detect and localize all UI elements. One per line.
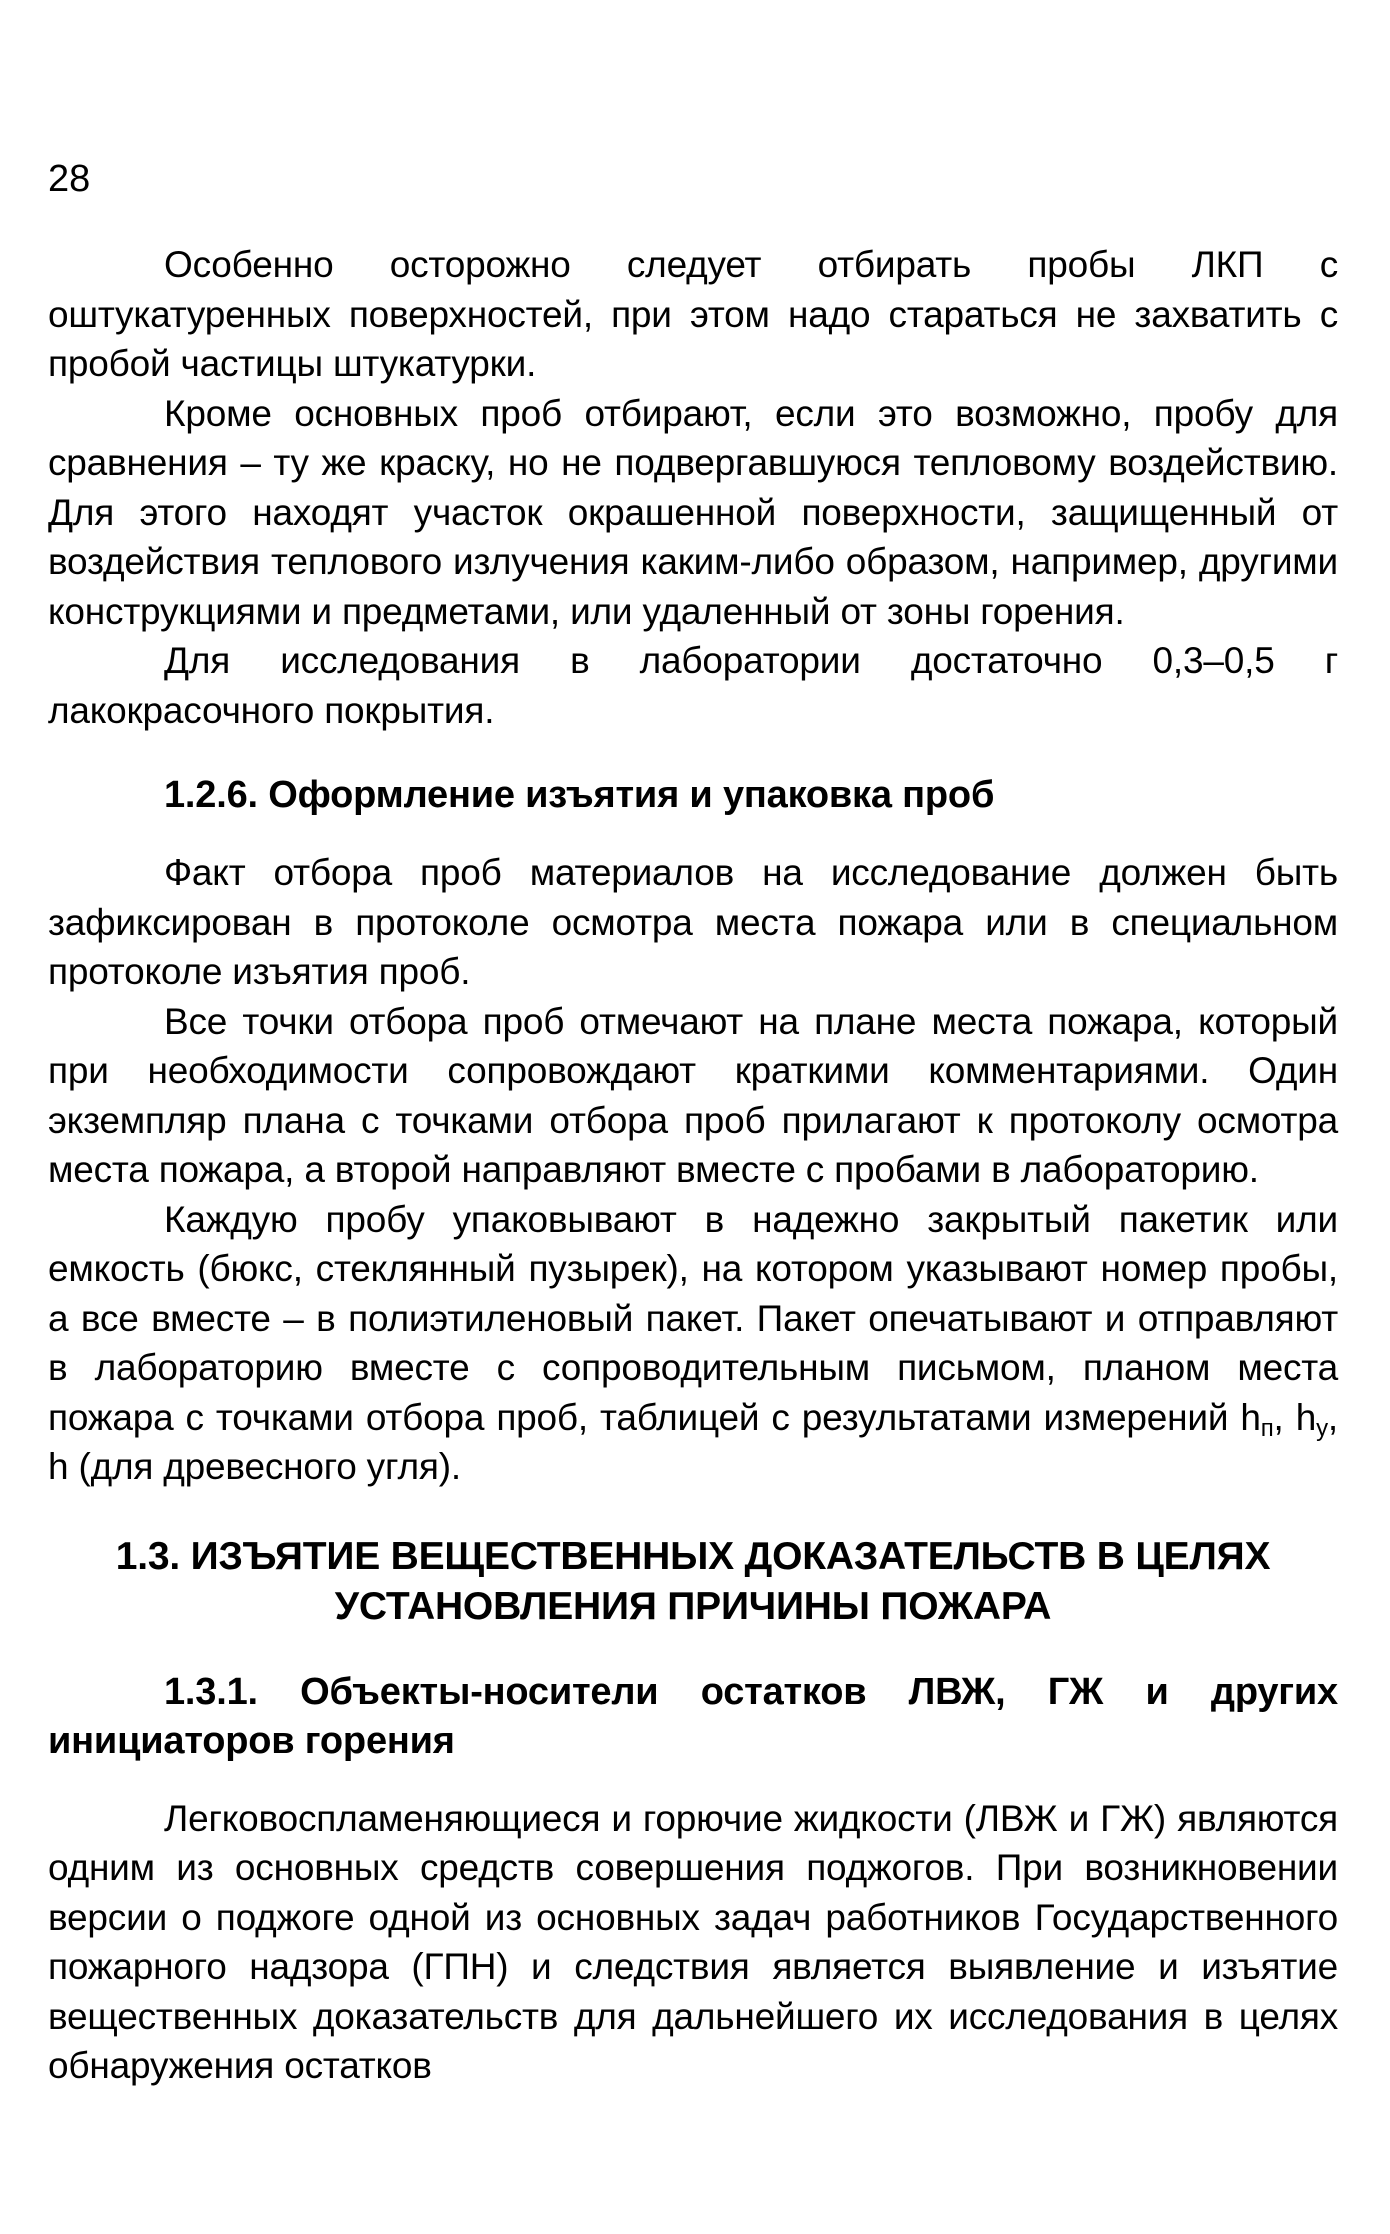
- subscript-p: п: [1260, 1414, 1274, 1442]
- heading-1-3-1: 1.3.1. Объекты-носители остатков ЛВЖ, ГЖ и других инициаторов горения: [48, 1670, 1338, 1762]
- subscript-y: у: [1316, 1414, 1328, 1442]
- paragraph-sampling-protocol: Факт отбора проб материалов на исследование должен быть зафиксирован в протоколе осмотра места пожара или в специальном протоколе изъятия проб.: [48, 852, 1338, 992]
- heading-1-3: [48, 1532, 1338, 1632]
- paragraph-comparison-sample: Кроме основных проб отбирают, если это возможно, пробу для сравнения – ту же краску, но не подвергавшуюся тепловому воздействию. Для этого находят участок окрашенной поверхности, защищенный от воздействия теплового излучения каким-либо образом, например, другими конструкциями и предметами, или удаленный от зоны горения.: [48, 392, 1338, 632]
- paragraph-sampling-points: Все точки отбора проб отмечают на плане места пожара, который при необходимости сопровождают краткими комментариями. Один экземпляр плана с точками отбора проб прилагают к протоколу осмотра места пожара, а второй направляют вместе с пробами в лабораторию.: [48, 1000, 1338, 1190]
- separator: ,: [1273, 1396, 1296, 1438]
- paragraph-sample-quantity: Для исследования в лаборатории достаточно 0,3–0,5 г лакокрасочного покрытия.: [48, 640, 1338, 731]
- packaging-tail: h (для древесного угля).: [48, 1446, 461, 1487]
- paragraph-plaster-samples: Особенно осторожно следует отбирать пробы ЛКП с оштукатуренных поверхностей, при этом надо стараться не захватить с пробой частицы штукатурки.: [48, 244, 1338, 384]
- page-number: 28: [48, 158, 91, 200]
- packaging-text: Каждую пробу упаковывают в надежно закрытый пакетик или емкость (бюкс, стеклянный пузырек), на котором указывают номер пробы, а все вместе – в полиэтиленовый пакет. Пакет опечатывают и отправляют в лабораторию вместе с сопроводительным письмом, планом места пожара с точками отбора проб, таблицей с результатами измерений: [48, 1198, 1338, 1438]
- heading-1-2-6: 1.2.6. Оформление изъятия и упаковка проб: [164, 774, 995, 816]
- symbol-h: h: [1240, 1396, 1261, 1438]
- separator: ,: [1327, 1396, 1338, 1438]
- page-body: [48, 240, 1338, 2091]
- symbol-h: h: [1295, 1396, 1317, 1438]
- paragraph-flammable-liquids: Легковоспламеняющиеся и горючие жидкости (ЛВЖ и ГЖ) являются одним из основных средств совершения поджогов. При возникновении версии о поджоге одной из основных задач работников Государственного пожарного надзора (ГПН) и следствия является выявление и изъятие вещественных доказательств для дальнейшего их исследования в целях обнаружения остатков: [48, 1797, 1338, 2086]
- paragraph-packaging: [48, 1195, 1338, 1492]
- heading-1-3-line2: УСТАНОВЛЕНИЯ ПРИЧИНЫ ПОЖАРА: [334, 1584, 1052, 1628]
- heading-1-3-line1: 1.3. ИЗЪЯТИЕ ВЕЩЕСТВЕННЫХ ДОКАЗАТЕЛЬСТВ В ЦЕЛЯХ: [115, 1534, 1271, 1578]
